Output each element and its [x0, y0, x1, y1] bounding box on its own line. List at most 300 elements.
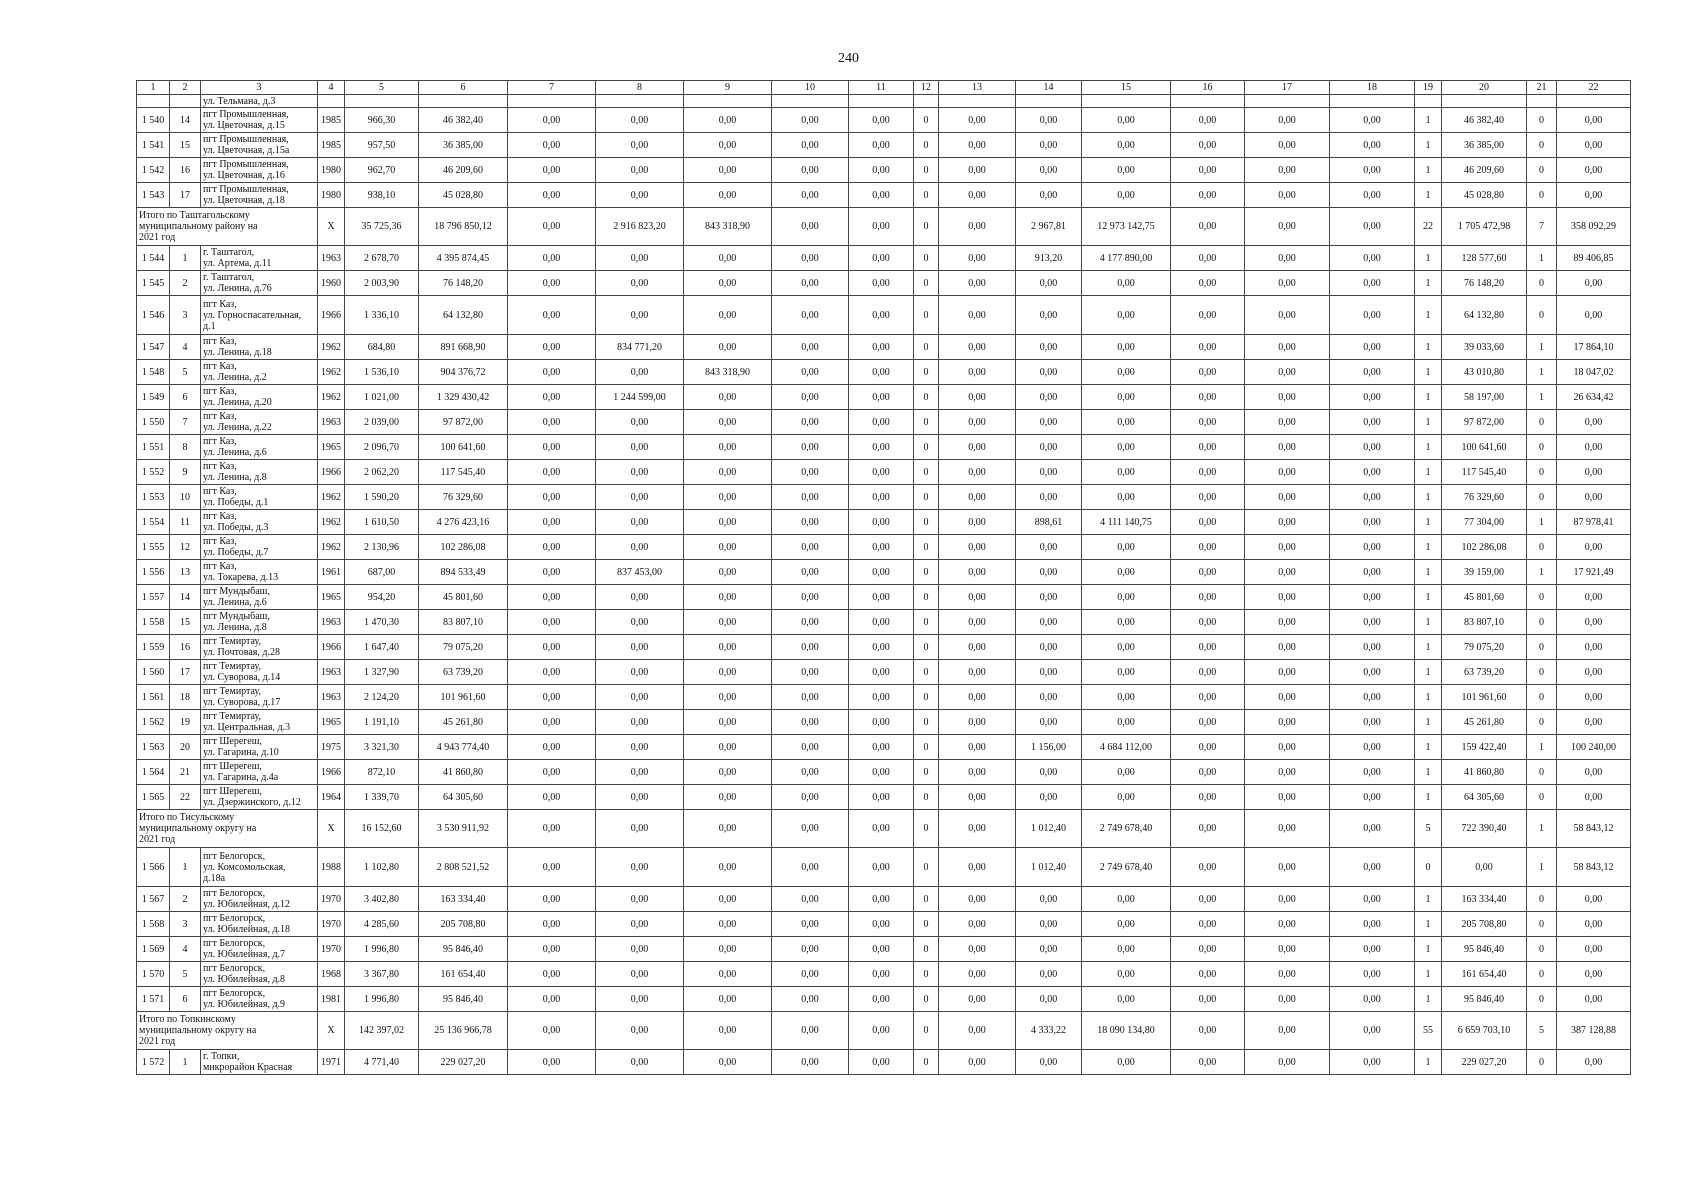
value-cell: 0,00: [939, 485, 1016, 510]
value-cell: 0: [1527, 937, 1557, 962]
value-cell: 1: [1527, 510, 1557, 535]
value-cell: 0,00: [1016, 535, 1082, 560]
local-number-cell: 4: [170, 335, 201, 360]
value-cell: 0: [914, 435, 939, 460]
value-cell: 0,00: [939, 912, 1016, 937]
value-cell: 100 641,60: [1442, 435, 1527, 460]
value-cell: 0,00: [1171, 360, 1245, 385]
table-row: [137, 485, 1631, 510]
value-cell: 0,00: [939, 435, 1016, 460]
value-cell: 0,00: [1330, 108, 1415, 133]
row-number-cell: 1 568: [137, 912, 170, 937]
value-cell: 45 801,60: [419, 585, 508, 610]
value-cell: 63 739,20: [1442, 660, 1527, 685]
value-cell: 0,00: [508, 510, 596, 535]
value-cell: 1: [1415, 1050, 1442, 1075]
value-cell: 0,00: [1171, 410, 1245, 435]
table-row: [137, 246, 1631, 271]
total-value-cell: 5: [1527, 1012, 1557, 1050]
value-cell: 58 843,12: [1557, 848, 1631, 887]
table-row: [137, 937, 1631, 962]
value-cell: 0,00: [1245, 848, 1330, 887]
value-cell: 0,00: [1171, 535, 1245, 560]
value-cell: 46 382,40: [1442, 108, 1527, 133]
value-cell: 0,00: [596, 460, 684, 485]
value-cell: 64 132,80: [419, 296, 508, 335]
address-cell: пгт Каз, ул. Ленина, д.20: [201, 385, 318, 410]
value-cell: 101 961,60: [1442, 685, 1527, 710]
value-cell: 0,00: [1082, 912, 1171, 937]
address-cell: пгт Мундыбаш, ул. Ленина, д.6: [201, 585, 318, 610]
value-cell: 1963: [318, 410, 345, 435]
value-cell: 0: [1527, 108, 1557, 133]
value-cell: 0,00: [939, 560, 1016, 585]
value-cell: 41 860,80: [419, 760, 508, 785]
total-value-cell: 25 136 966,78: [419, 1012, 508, 1050]
value-cell: 0,00: [508, 710, 596, 735]
row-number-cell: 1 559: [137, 635, 170, 660]
row-number-cell: 1 546: [137, 296, 170, 335]
address-cell: пгт Каз, ул. Ленина, д.8: [201, 460, 318, 485]
value-cell: 79 075,20: [1442, 635, 1527, 660]
value-cell: 0,00: [1082, 585, 1171, 610]
value-cell: 0: [1527, 535, 1557, 560]
value-cell: 117 545,40: [1442, 460, 1527, 485]
value-cell: 0,00: [1171, 887, 1245, 912]
value-cell: 0,00: [684, 560, 772, 585]
value-cell: 0,00: [849, 296, 914, 335]
local-number-cell: 15: [170, 133, 201, 158]
value-cell: 1: [1415, 635, 1442, 660]
local-number-cell: 17: [170, 660, 201, 685]
value-cell: 1961: [318, 560, 345, 585]
value-cell: 1: [1415, 510, 1442, 535]
value-cell: 0,00: [1082, 660, 1171, 685]
value-cell: 1: [1415, 183, 1442, 208]
table-row: [137, 560, 1631, 585]
value-cell: 45 028,80: [1442, 183, 1527, 208]
row-number-cell: [137, 95, 170, 108]
value-cell: 4 771,40: [345, 1050, 419, 1075]
total-value-cell: X: [318, 208, 345, 246]
value-cell: 1962: [318, 385, 345, 410]
value-cell: 0: [914, 848, 939, 887]
value-cell: 0,00: [508, 937, 596, 962]
value-cell: 0,00: [772, 485, 849, 510]
address-cell: пгт Промышленная, ул. Цветочная, д.15а: [201, 133, 318, 158]
value-cell: 87 978,41: [1557, 510, 1631, 535]
value-cell: 39 159,00: [1442, 560, 1527, 585]
value-cell: 0,00: [1016, 460, 1082, 485]
address-cell: пгт Темиртау, ул. Почтовая, д.28: [201, 635, 318, 660]
value-cell: 2 096,70: [345, 435, 419, 460]
value-cell: 1: [1415, 585, 1442, 610]
value-cell: 0,00: [939, 585, 1016, 610]
address-cell: пгт Темиртау, ул. Суворова, д.14: [201, 660, 318, 685]
value-cell: 95 846,40: [1442, 937, 1527, 962]
value-cell: 0,00: [1016, 485, 1082, 510]
value-cell: 0,00: [508, 735, 596, 760]
value-cell: 45 028,80: [419, 183, 508, 208]
total-label-cell: Итого по Тисульскому муниципальному округу на 2021 год: [137, 810, 318, 848]
column-header: 7: [508, 81, 596, 95]
value-cell: 1968: [318, 962, 345, 987]
value-cell: 0,00: [596, 760, 684, 785]
value-cell: 1 156,00: [1016, 735, 1082, 760]
value-cell: 0,00: [596, 962, 684, 987]
value-cell: 0,00: [1330, 937, 1415, 962]
value-cell: 0: [1527, 987, 1557, 1012]
value-cell: 0,00: [849, 912, 914, 937]
local-number-cell: 2: [170, 887, 201, 912]
value-cell: 0,00: [596, 296, 684, 335]
value-cell: 0: [914, 535, 939, 560]
value-cell: 0,00: [684, 246, 772, 271]
value-cell: 0,00: [849, 435, 914, 460]
value-cell: 0,00: [772, 108, 849, 133]
value-cell: 0,00: [1016, 937, 1082, 962]
value-cell: 0,00: [1557, 987, 1631, 1012]
value-cell: 0,00: [772, 937, 849, 962]
value-cell: 0,00: [849, 385, 914, 410]
value-cell: 0,00: [1442, 848, 1527, 887]
housing-repair-table: [136, 80, 1631, 1075]
value-cell: 1 996,80: [345, 987, 419, 1012]
empty-cell: [1171, 95, 1245, 108]
value-cell: 83 807,10: [1442, 610, 1527, 635]
value-cell: 0,00: [1245, 510, 1330, 535]
value-cell: 1 470,30: [345, 610, 419, 635]
value-cell: 0: [914, 610, 939, 635]
row-number-cell: 1 542: [137, 158, 170, 183]
value-cell: 0,00: [939, 848, 1016, 887]
value-cell: 0,00: [772, 912, 849, 937]
value-cell: 0,00: [939, 887, 1016, 912]
row-number-cell: 1 562: [137, 710, 170, 735]
value-cell: 0,00: [684, 635, 772, 660]
column-header: 3: [201, 81, 318, 95]
value-cell: 0,00: [1557, 962, 1631, 987]
value-cell: 0,00: [508, 410, 596, 435]
value-cell: 83 807,10: [419, 610, 508, 635]
value-cell: 1: [1415, 385, 1442, 410]
total-value-cell: 0,00: [772, 1012, 849, 1050]
value-cell: 0,00: [1016, 610, 1082, 635]
value-cell: 0,00: [849, 271, 914, 296]
value-cell: 1: [1415, 435, 1442, 460]
value-cell: 1: [1527, 560, 1557, 585]
value-cell: 898,61: [1016, 510, 1082, 535]
value-cell: 1 012,40: [1016, 848, 1082, 887]
local-number-cell: 2: [170, 271, 201, 296]
total-value-cell: 0,00: [1330, 208, 1415, 246]
value-cell: 0,00: [1330, 1050, 1415, 1075]
value-cell: 0,00: [1245, 560, 1330, 585]
table-row: [137, 435, 1631, 460]
value-cell: 0,00: [849, 133, 914, 158]
value-cell: 0,00: [1330, 635, 1415, 660]
value-cell: 0,00: [596, 510, 684, 535]
total-value-cell: 35 725,36: [345, 208, 419, 246]
value-cell: 0,00: [772, 435, 849, 460]
value-cell: 0,00: [1082, 385, 1171, 410]
value-cell: 0,00: [596, 735, 684, 760]
value-cell: 0,00: [1557, 660, 1631, 685]
value-cell: 0,00: [596, 685, 684, 710]
value-cell: 0,00: [508, 585, 596, 610]
value-cell: 0,00: [772, 158, 849, 183]
value-cell: 0,00: [772, 785, 849, 810]
value-cell: 0,00: [1016, 962, 1082, 987]
value-cell: 161 654,40: [1442, 962, 1527, 987]
value-cell: 0,00: [1171, 937, 1245, 962]
value-cell: 684,80: [345, 335, 419, 360]
value-cell: 0,00: [772, 246, 849, 271]
row-number-cell: 1 557: [137, 585, 170, 610]
total-value-cell: 0,00: [1245, 208, 1330, 246]
row-number-cell: 1 567: [137, 887, 170, 912]
table-row: [137, 1050, 1631, 1075]
value-cell: 904 376,72: [419, 360, 508, 385]
column-header: 1: [137, 81, 170, 95]
total-value-cell: 0,00: [684, 810, 772, 848]
value-cell: 0,00: [939, 360, 1016, 385]
value-cell: 0,00: [1330, 535, 1415, 560]
value-cell: 0,00: [849, 535, 914, 560]
value-cell: 0: [914, 385, 939, 410]
value-cell: 0,00: [849, 760, 914, 785]
value-cell: 0,00: [1557, 435, 1631, 460]
value-cell: 0,00: [508, 360, 596, 385]
value-cell: 0,00: [939, 987, 1016, 1012]
value-cell: 0,00: [1245, 912, 1330, 937]
address-cell: г. Топки, микрорайон Красная: [201, 1050, 318, 1075]
value-cell: 0,00: [1016, 271, 1082, 296]
local-number-cell: 16: [170, 635, 201, 660]
local-number-cell: 13: [170, 560, 201, 585]
value-cell: 0,00: [849, 937, 914, 962]
value-cell: 205 708,80: [419, 912, 508, 937]
value-cell: 0,00: [596, 360, 684, 385]
value-cell: 0,00: [1016, 660, 1082, 685]
value-cell: 0: [914, 108, 939, 133]
value-cell: 36 385,00: [419, 133, 508, 158]
column-header: 21: [1527, 81, 1557, 95]
value-cell: 0,00: [1330, 987, 1415, 1012]
value-cell: 0,00: [772, 660, 849, 685]
total-value-cell: 12 973 142,75: [1082, 208, 1171, 246]
value-cell: 1: [1415, 360, 1442, 385]
value-cell: 1: [1415, 760, 1442, 785]
row-number-cell: 1 547: [137, 335, 170, 360]
value-cell: 0: [1527, 710, 1557, 735]
value-cell: 0,00: [508, 460, 596, 485]
value-cell: 1 327,90: [345, 660, 419, 685]
value-cell: 64 305,60: [419, 785, 508, 810]
value-cell: 1: [1415, 271, 1442, 296]
value-cell: 0,00: [1171, 962, 1245, 987]
total-value-cell: 0: [914, 810, 939, 848]
value-cell: 64 305,60: [1442, 785, 1527, 810]
value-cell: 872,10: [345, 760, 419, 785]
value-cell: 0,00: [1245, 133, 1330, 158]
value-cell: 0,00: [596, 710, 684, 735]
column-header: 8: [596, 81, 684, 95]
value-cell: 0,00: [1171, 760, 1245, 785]
page-number: 240: [838, 51, 859, 66]
value-cell: 0,00: [1082, 460, 1171, 485]
table-row: [137, 635, 1631, 660]
value-cell: 0: [1527, 1050, 1557, 1075]
value-cell: 0,00: [1082, 271, 1171, 296]
value-cell: 1: [1527, 385, 1557, 410]
value-cell: 0,00: [772, 560, 849, 585]
value-cell: 0: [914, 887, 939, 912]
value-cell: 1: [1415, 296, 1442, 335]
value-cell: 159 422,40: [1442, 735, 1527, 760]
value-cell: 0,00: [684, 912, 772, 937]
value-cell: 0,00: [849, 560, 914, 585]
value-cell: 0,00: [1171, 246, 1245, 271]
value-cell: 1980: [318, 158, 345, 183]
table-row: [137, 183, 1631, 208]
value-cell: 0,00: [684, 535, 772, 560]
total-value-cell: 0,00: [1171, 1012, 1245, 1050]
empty-cell: [508, 95, 596, 108]
local-number-cell: 9: [170, 460, 201, 485]
value-cell: 0,00: [772, 271, 849, 296]
value-cell: 46 209,60: [419, 158, 508, 183]
column-header: 18: [1330, 81, 1415, 95]
value-cell: 1: [1415, 685, 1442, 710]
value-cell: 1: [1527, 246, 1557, 271]
value-cell: 0: [1527, 460, 1557, 485]
value-cell: 1985: [318, 108, 345, 133]
empty-cell: [849, 95, 914, 108]
value-cell: 0: [1415, 848, 1442, 887]
value-cell: 97 872,00: [419, 410, 508, 435]
value-cell: 0,00: [684, 271, 772, 296]
row-number-cell: 1 563: [137, 735, 170, 760]
value-cell: 0,00: [508, 760, 596, 785]
value-cell: 0,00: [596, 535, 684, 560]
address-cell: пгт Промышленная, ул. Цветочная, д.15: [201, 108, 318, 133]
value-cell: 0: [914, 485, 939, 510]
value-cell: 76 148,20: [1442, 271, 1527, 296]
total-label-cell: Итого по Топкинскому муниципальному округу на 2021 год: [137, 1012, 318, 1050]
value-cell: 0,00: [684, 158, 772, 183]
value-cell: 0,00: [1245, 485, 1330, 510]
total-value-cell: 0,00: [1330, 1012, 1415, 1050]
address-cell: пгт Белогорск, ул. Комсомольская, д.18а: [201, 848, 318, 887]
table-row: [137, 460, 1631, 485]
value-cell: 0,00: [508, 912, 596, 937]
total-value-cell: 0: [914, 208, 939, 246]
value-cell: 1988: [318, 848, 345, 887]
total-value-cell: 0,00: [1171, 810, 1245, 848]
value-cell: 0,00: [596, 937, 684, 962]
value-cell: 0,00: [1016, 635, 1082, 660]
total-value-cell: X: [318, 810, 345, 848]
value-cell: 0,00: [1082, 962, 1171, 987]
table-row: [137, 271, 1631, 296]
local-number-cell: 1: [170, 246, 201, 271]
value-cell: 0,00: [849, 987, 914, 1012]
value-cell: 1: [1415, 710, 1442, 735]
value-cell: 0,00: [1330, 887, 1415, 912]
value-cell: 0: [1527, 610, 1557, 635]
address-cell: г. Таштагол, ул. Ленина, д.76: [201, 271, 318, 296]
value-cell: 36 385,00: [1442, 133, 1527, 158]
value-cell: 1966: [318, 296, 345, 335]
value-cell: 0,00: [772, 610, 849, 635]
column-header: 11: [849, 81, 914, 95]
value-cell: 0,00: [1330, 183, 1415, 208]
row-number-cell: 1 570: [137, 962, 170, 987]
empty-cell: [1016, 95, 1082, 108]
value-cell: 0,00: [1330, 585, 1415, 610]
value-cell: 0,00: [1245, 585, 1330, 610]
value-cell: 0,00: [772, 710, 849, 735]
value-cell: 0,00: [849, 183, 914, 208]
value-cell: 1975: [318, 735, 345, 760]
value-cell: 58 197,00: [1442, 385, 1527, 410]
value-cell: 1980: [318, 183, 345, 208]
value-cell: 0,00: [939, 296, 1016, 335]
local-number-cell: 16: [170, 158, 201, 183]
total-value-cell: 18 796 850,12: [419, 208, 508, 246]
value-cell: 4 276 423,16: [419, 510, 508, 535]
row-number-cell: 1 553: [137, 485, 170, 510]
value-cell: 0,00: [1557, 296, 1631, 335]
local-number-cell: 5: [170, 360, 201, 385]
value-cell: 1964: [318, 785, 345, 810]
value-cell: 0,00: [596, 887, 684, 912]
value-cell: 163 334,40: [1442, 887, 1527, 912]
value-cell: 0,00: [596, 1050, 684, 1075]
value-cell: 0,00: [772, 133, 849, 158]
total-value-cell: 0,00: [1171, 208, 1245, 246]
value-cell: 0,00: [684, 460, 772, 485]
row-number-cell: 1 554: [137, 510, 170, 535]
value-cell: 45 801,60: [1442, 585, 1527, 610]
value-cell: 0,00: [1245, 937, 1330, 962]
value-cell: 79 075,20: [419, 635, 508, 660]
value-cell: 0,00: [1171, 158, 1245, 183]
value-cell: 0,00: [596, 435, 684, 460]
value-cell: 0,00: [1557, 158, 1631, 183]
address-cell: пгт Каз, ул. Ленина, д.22: [201, 410, 318, 435]
value-cell: 0: [1527, 785, 1557, 810]
total-row: [137, 208, 1631, 246]
value-cell: 0,00: [1557, 710, 1631, 735]
value-cell: 0,00: [1557, 760, 1631, 785]
value-cell: 0,00: [684, 610, 772, 635]
value-cell: 0,00: [1016, 435, 1082, 460]
value-cell: 0,00: [1330, 485, 1415, 510]
value-cell: 1 336,10: [345, 296, 419, 335]
value-cell: 0,00: [939, 108, 1016, 133]
value-cell: 0: [1527, 760, 1557, 785]
value-cell: 45 261,80: [1442, 710, 1527, 735]
value-cell: 45 261,80: [419, 710, 508, 735]
value-cell: 0,00: [772, 410, 849, 435]
value-cell: 0: [1527, 271, 1557, 296]
value-cell: 3 321,30: [345, 735, 419, 760]
value-cell: 0,00: [772, 887, 849, 912]
value-cell: 837 453,00: [596, 560, 684, 585]
value-cell: 0,00: [772, 296, 849, 335]
